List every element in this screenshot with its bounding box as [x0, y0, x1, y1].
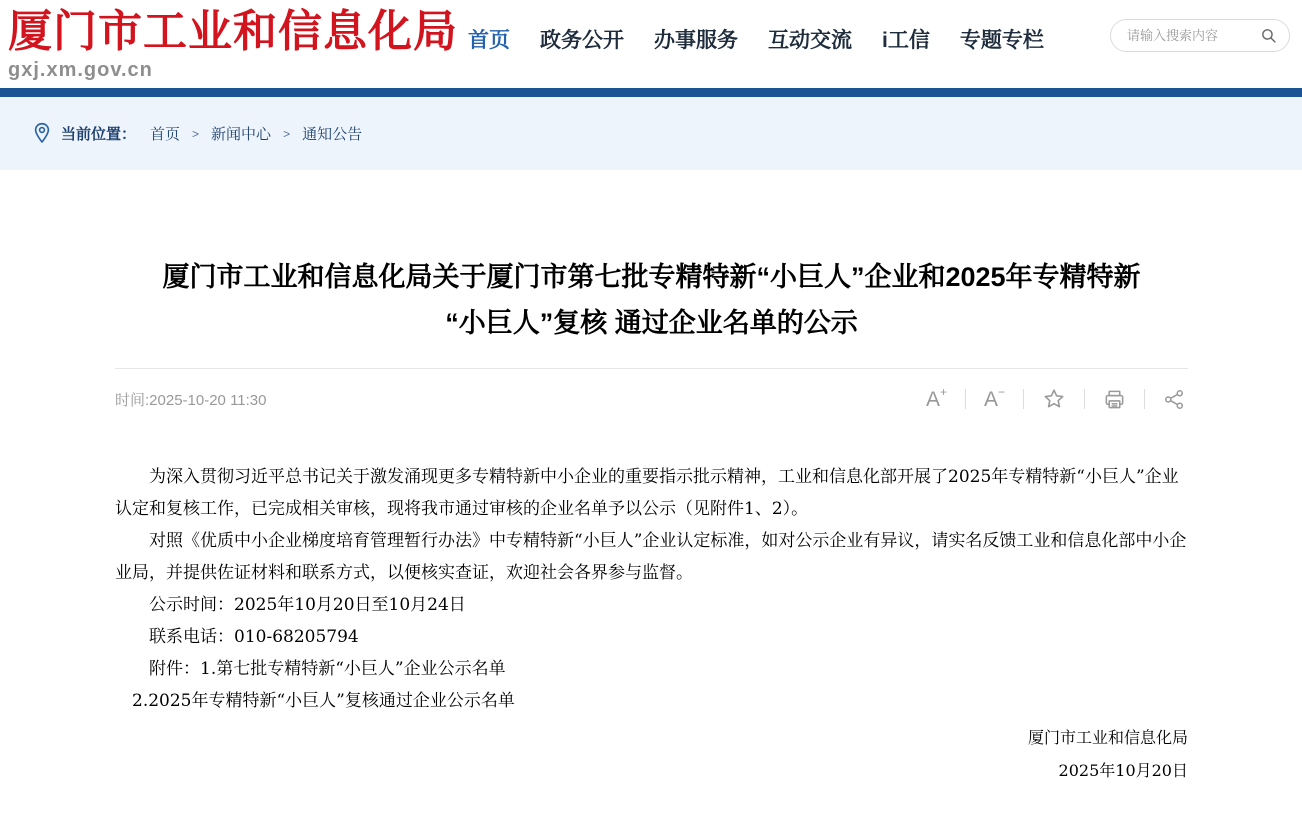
- toolbar-divider: [965, 389, 966, 409]
- site-logo-title[interactable]: 厦门市工业和信息化局: [8, 5, 458, 57]
- font-increase-button[interactable]: A +: [925, 385, 947, 411]
- nav-item-igongxin[interactable]: i工信: [882, 29, 930, 52]
- article-title-line1: 厦门市工业和信息化局关于厦门市第七批专精特新“小巨人”企业和2025年专精特新: [162, 262, 1141, 292]
- signature-org: 厦门市工业和信息化局: [1027, 728, 1188, 747]
- paragraph-objection: 对照《优质中小企业梯度培育管理暂行办法》中专精特新“小巨人”企业认定标准，如对公示企业有异议，请实名反馈工业和信息化部中小企业局，并提供佐证材料和联系方式，以便核实查证，欢迎社会各界参与监督。: [115, 531, 1187, 583]
- location-pin-icon: [33, 122, 51, 145]
- nav-item-special-topics[interactable]: 专题专栏: [959, 29, 1044, 52]
- share-button[interactable]: [1161, 388, 1188, 411]
- nav-item-interaction[interactable]: 互动交流: [768, 29, 852, 52]
- site-logo[interactable]: [8, 7, 458, 82]
- article-page: [0, 254, 1302, 827]
- site-logo-domain: gxj.xm.gov.cn: [8, 58, 153, 81]
- share-icon: [1163, 388, 1186, 411]
- search-icon: [1260, 27, 1277, 44]
- nav-item-services[interactable]: 办事服务: [654, 29, 738, 52]
- breadcrumb-label: 当前位置：: [61, 126, 137, 143]
- paragraph-publicity-period: 公示时间：2025年10月20日至10月24日: [149, 595, 466, 615]
- article-body: [115, 461, 1188, 717]
- breadcrumb: [0, 97, 1302, 170]
- publish-time: 时间:2025-10-20 11:30: [115, 391, 267, 409]
- site-header: [0, 0, 1302, 88]
- search-box[interactable]: [1110, 19, 1290, 52]
- favorite-star-button[interactable]: [1040, 387, 1068, 411]
- toolbar-divider: [1023, 389, 1024, 409]
- toolbar-divider: [1084, 389, 1085, 409]
- header-divider-bar: [0, 88, 1302, 97]
- article-toolbar: [924, 387, 1188, 411]
- breadcrumb-separator: >: [283, 126, 291, 141]
- paragraph-attachment-2: 2.2025年专精特新“小巨人”复核通过企业公示名单: [132, 691, 515, 711]
- breadcrumb-home[interactable]: 首页: [150, 126, 181, 143]
- search-input[interactable]: [1127, 28, 1260, 43]
- paragraph-attachment-1: 附件：1.第七批专精特新“小巨人”企业公示名单: [149, 659, 506, 679]
- signature-date: 2025年10月20日: [1058, 761, 1188, 780]
- paragraph-intro: 为深入贯彻习近平总书记关于激发涌现更多专精特新中小企业的重要指示批示精神，工业和信息化部开展了2025年专精特新“小巨人”企业认定和复核工作，已完成相关审核，现将我市通过审核的企业名单予以公示（见附件1、2）。: [115, 467, 1179, 519]
- main-nav: [468, 24, 1044, 54]
- nav-item-gov-disclosure[interactable]: 政务公开: [540, 29, 624, 52]
- article-signature: [115, 721, 1188, 787]
- breadcrumb-notices[interactable]: 通知公告: [302, 126, 363, 143]
- font-decrease-button[interactable]: A −: [983, 385, 1005, 411]
- star-icon: [1042, 387, 1066, 411]
- article-title: [115, 254, 1188, 346]
- search-button[interactable]: [1260, 27, 1277, 44]
- nav-item-home[interactable]: 首页: [468, 29, 510, 52]
- article-title-line2: “小巨人”复核 通过企业名单的公示: [445, 308, 858, 338]
- toolbar-divider: [1144, 389, 1145, 409]
- printer-icon: [1103, 388, 1126, 411]
- article-meta-row: [115, 368, 1188, 431]
- print-button[interactable]: [1101, 388, 1128, 411]
- paragraph-contact-phone: 联系电话：010-68205794: [149, 627, 359, 647]
- breadcrumb-news-center[interactable]: 新闻中心: [211, 126, 272, 143]
- breadcrumb-separator: >: [192, 126, 200, 141]
